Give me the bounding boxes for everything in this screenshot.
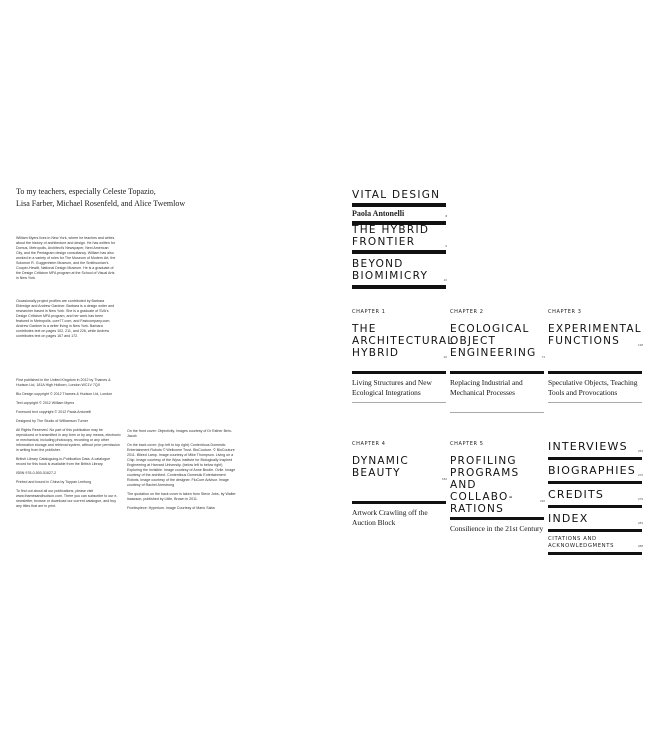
author-bio: William Myers lives in New York, where he teaches and writes about the history of architecture and design. He has written for Domus, Metropolis, Architect's Newspaper, Next American City, and the Pentagram design consultancy. William has also worked in a variety of roles for The Museum of Modern Art, the Solomon R. Guggenheim Museum, and the Smithsonian's Cooper-Hewitt, National Design Museum. He is a graduate of the Design Criticism MFA program at the School of Visual Arts in New York. (16, 236, 116, 280)
page-number: 254 (637, 449, 643, 453)
chapter-1[interactable] (352, 309, 455, 403)
back-matter (548, 441, 642, 555)
divider (352, 501, 446, 504)
dedication-line-2: Lisa Farber, Michael Rosenfeld, and Alice Twemlow (16, 199, 186, 208)
page-number: 182 (441, 477, 447, 481)
chapter-3[interactable] (548, 309, 642, 403)
chapter-title: DYNAMIC BEAUTY (352, 455, 409, 479)
divider (450, 371, 544, 374)
back-matter-title: INTERVIEWS (548, 440, 628, 453)
chapter-label: CHAPTER 1 (352, 309, 386, 315)
chapter-description: Artwork Crawling off the Auction Block (352, 508, 428, 527)
chapter-label: CHAPTER 5 (450, 441, 484, 447)
divider (450, 517, 544, 520)
chapter-title: ECOLOGICAL OBJECT ENGINEERING (450, 323, 537, 359)
divider (352, 203, 446, 207)
divider (352, 250, 446, 254)
divider (352, 371, 446, 374)
page-number: 8 (445, 214, 447, 218)
back-matter-title: CREDITS (548, 488, 605, 501)
rule (548, 402, 642, 403)
page-number: 270 (637, 473, 643, 477)
chapter-5[interactable] (450, 441, 544, 534)
contributors-bio: Occasionally project profiles are contributed by Barbara Eldredge and Andrew Gardner. Barbara is a design writer and researcher based in New York. She is a graduate of SVA's Design Criticism MFA program, and her work has been featured in Metropolis, core77.com, and Fastcompany.com. Andrew Gardner is a writer living in New York. Barbara contributes text on pages 102, 211, and 226, while Andrew contributes text on pages 167 and 172. (16, 299, 115, 338)
chapter-2[interactable] (450, 309, 544, 413)
page-number: 283 (637, 521, 643, 525)
rule (352, 402, 446, 403)
credit-line: First published in the United Kingdom in 2012 by Thames & Hudson Ltd, 181A High Holborn, London WC1V 7QX (16, 378, 111, 387)
credit-line: Bio Design copyright © 2012 Thames & Hudson Ltd, London (16, 392, 113, 396)
divider (548, 481, 642, 484)
toc-citations[interactable] (548, 536, 642, 555)
credit-line: All Rights Reserved. No part of this publication may be reproduced or transmitted in any form or by any means, electronic or mechanical, including photocopy, recording or any other information storage and retrieval system, without prior permission in writing from the publisher. (16, 428, 121, 452)
toc-author (352, 209, 446, 219)
divider (548, 371, 642, 374)
credit-line: ISBN 978-0-500-51627-2 (16, 471, 57, 475)
chapter-description: Speculative Objects, Teaching Tools and Provocations (548, 378, 638, 397)
page-number: 10 (443, 278, 447, 282)
credit-line: Printed and bound in China by Toppan Leefung (16, 480, 92, 484)
page-number: 9 (445, 244, 447, 248)
dedication-line-1: To my teachers, especially Celeste Topazio, (16, 187, 156, 196)
back-matter-title: BIOGRAPHIES (548, 464, 636, 477)
chapter-label: CHAPTER 2 (450, 309, 484, 315)
cover-credit-line: On the front cover: Objectivity. Images courtesy of Dr Esther Bein-Jacob (127, 429, 232, 438)
chapter-title: THE ARCHITECTURAL HYBRID (352, 323, 455, 359)
chapter-label: CHAPTER 4 (352, 441, 386, 447)
credit-line: To find out about all our publications, please visit www.thamesandhudson.com. There you can subscribe to our e-newsletter, browse or download our current catalogue, and buy any titles that are in print. (16, 489, 118, 508)
credit-line: British Library Cataloguing-in-Publication Data. A catalogue record for this book is available from the British Library. (16, 457, 111, 466)
toc-biographies[interactable] (548, 465, 642, 484)
toc-hybrid-frontier[interactable] (352, 224, 446, 254)
toc-title: BEYOND BIOMIMICRY (352, 258, 429, 282)
page-number: 226 (539, 499, 545, 503)
chapter-description: Consilience in the 21st Century (450, 524, 544, 533)
cover-credit-line: Frontispiece: Hyperium. Image Courtesy of Mario Saba (127, 506, 215, 510)
toc-vital-design[interactable] (352, 189, 446, 225)
chapter-4[interactable] (352, 441, 446, 528)
rule (450, 412, 544, 413)
back-matter-title: CITATIONS AND ACKNOWLEDGMENTS (548, 536, 615, 549)
page-number: 138 (637, 343, 643, 347)
chapter-title: PROFILING PROGRAMS AND COLLABO-RATIONS (450, 455, 520, 515)
page-number: 279 (637, 497, 643, 501)
chapter-description: Replacing Industrial and Mechanical Processes (450, 378, 523, 397)
toc-index[interactable] (548, 513, 642, 532)
page-number: 20 (443, 355, 447, 359)
credit-line: Text copyright © 2012 William Myers (16, 401, 75, 405)
divider (548, 505, 642, 508)
back-matter-title: INDEX (548, 512, 589, 525)
page-number: 74 (541, 355, 545, 359)
divider (352, 285, 446, 289)
chapter-title: EXPERIMENTAL FUNCTIONS (548, 323, 642, 347)
toc-title: THE HYBRID FRONTIER (352, 224, 430, 248)
dedication (16, 186, 276, 210)
toc-title: VITAL DESIGN (352, 189, 441, 201)
cover-credit-line: On the back cover: (top left to top right) Contentious Domestic Entertainment Robots © Wellcome Trust. BioCouture. © BioCouture 2011. iBleed Lamp. Image courtesy of Mike Thompson. Living on a Chip. Image courtesy of the Wyss Institute for Biologically Inspired Engineering at Harvard University. (below left to below right) Exploring the Invisible. Image courtesy of Anne Brodie. Ovile. Image courtesy of the architect. Contentious Domestic Entertainment Robots. Image courtesy of the designer. FluCure Advisor. Image courtesy of Rachel Armstrong (127, 443, 236, 487)
toc-interviews[interactable] (548, 441, 642, 460)
toc-author-name: Paola Antonelli (352, 209, 405, 218)
toc-credits[interactable] (548, 489, 642, 508)
divider (548, 457, 642, 460)
divider (548, 552, 642, 555)
cover-credits (127, 429, 237, 515)
chapter-label: CHAPTER 3 (548, 309, 582, 315)
credit-line: Foreword text copyright © 2012 Paola Antonelli (16, 410, 91, 414)
page-number: 288 (637, 544, 643, 548)
chapter-description: Living Structures and New Ecological Integrations (352, 378, 432, 397)
cover-credit-line: The quotation on the back cover is taken from Steve Jobs, by Walter Isaacson, published by Little, Brown in 2011. (127, 492, 236, 501)
toc-beyond-biomimicry[interactable] (352, 258, 446, 289)
credit-line: Designed by The Studio of Williamson Turner (16, 419, 89, 423)
copyright-credits (16, 378, 121, 513)
divider (548, 529, 642, 532)
